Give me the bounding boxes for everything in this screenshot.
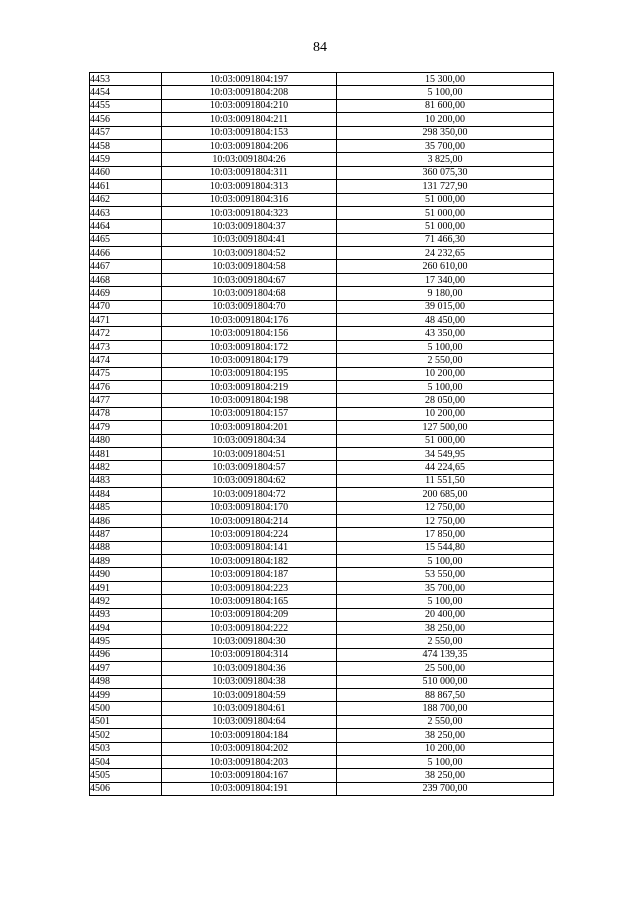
row-number-cell: 4474 [90, 354, 162, 367]
row-number-cell: 4482 [90, 461, 162, 474]
row-number-cell: 4472 [90, 327, 162, 340]
table-row [90, 501, 554, 514]
value-cell: 35 700,00 [337, 581, 554, 594]
table-row [90, 113, 554, 126]
row-number-cell: 4475 [90, 367, 162, 380]
table-row [90, 622, 554, 635]
value-cell: 5 100,00 [337, 340, 554, 353]
table-row [90, 568, 554, 581]
value-cell: 510 000,00 [337, 675, 554, 688]
row-number-cell: 4505 [90, 769, 162, 782]
value-cell: 15 300,00 [337, 73, 554, 86]
table-row [90, 769, 554, 782]
row-number-cell: 4471 [90, 314, 162, 327]
cadastral-number-cell: 10:03:0091804:67 [162, 273, 337, 286]
table-row [90, 300, 554, 313]
value-cell: 5 100,00 [337, 595, 554, 608]
value-cell: 28 050,00 [337, 394, 554, 407]
value-cell: 34 549,95 [337, 447, 554, 460]
table-row [90, 434, 554, 447]
table-row [90, 340, 554, 353]
cadastral-number-cell: 10:03:0091804:187 [162, 568, 337, 581]
table-row [90, 367, 554, 380]
cadastral-number-cell: 10:03:0091804:62 [162, 474, 337, 487]
cadastral-number-cell: 10:03:0091804:57 [162, 461, 337, 474]
value-cell: 360 075,30 [337, 166, 554, 179]
value-cell: 53 550,00 [337, 568, 554, 581]
cadastral-number-cell: 10:03:0091804:202 [162, 742, 337, 755]
cadastral-number-cell: 10:03:0091804:313 [162, 180, 337, 193]
table-row [90, 488, 554, 501]
row-number-cell: 4469 [90, 287, 162, 300]
row-number-cell: 4484 [90, 488, 162, 501]
value-cell: 17 340,00 [337, 273, 554, 286]
table-row [90, 287, 554, 300]
row-number-cell: 4489 [90, 555, 162, 568]
table-row [90, 421, 554, 434]
row-number-cell: 4456 [90, 113, 162, 126]
cadastral-number-cell: 10:03:0091804:191 [162, 782, 337, 795]
registry-table-body [90, 73, 554, 796]
cadastral-number-cell: 10:03:0091804:64 [162, 715, 337, 728]
table-row [90, 273, 554, 286]
cadastral-number-cell: 10:03:0091804:214 [162, 514, 337, 527]
row-number-cell: 4458 [90, 139, 162, 152]
value-cell: 48 450,00 [337, 314, 554, 327]
value-cell: 260 610,00 [337, 260, 554, 273]
cadastral-number-cell: 10:03:0091804:41 [162, 233, 337, 246]
cadastral-number-cell: 10:03:0091804:72 [162, 488, 337, 501]
table-row [90, 99, 554, 112]
cadastral-number-cell: 10:03:0091804:184 [162, 729, 337, 742]
cadastral-number-cell: 10:03:0091804:219 [162, 380, 337, 393]
value-cell: 38 250,00 [337, 769, 554, 782]
value-cell: 51 000,00 [337, 220, 554, 233]
row-number-cell: 4453 [90, 73, 162, 86]
row-number-cell: 4504 [90, 755, 162, 768]
value-cell: 200 685,00 [337, 488, 554, 501]
cadastral-number-cell: 10:03:0091804:323 [162, 206, 337, 219]
row-number-cell: 4455 [90, 99, 162, 112]
value-cell: 17 850,00 [337, 528, 554, 541]
table-row [90, 139, 554, 152]
table-row [90, 206, 554, 219]
table-row [90, 635, 554, 648]
row-number-cell: 4492 [90, 595, 162, 608]
row-number-cell: 4457 [90, 126, 162, 139]
cadastral-number-cell: 10:03:0091804:210 [162, 99, 337, 112]
value-cell: 5 100,00 [337, 380, 554, 393]
table-row [90, 166, 554, 179]
row-number-cell: 4468 [90, 273, 162, 286]
row-number-cell: 4486 [90, 514, 162, 527]
row-number-cell: 4465 [90, 233, 162, 246]
cadastral-number-cell: 10:03:0091804:206 [162, 139, 337, 152]
cadastral-number-cell: 10:03:0091804:172 [162, 340, 337, 353]
value-cell: 35 700,00 [337, 139, 554, 152]
table-row [90, 394, 554, 407]
cadastral-number-cell: 10:03:0091804:167 [162, 769, 337, 782]
row-number-cell: 4483 [90, 474, 162, 487]
value-cell: 44 224,65 [337, 461, 554, 474]
table-row [90, 555, 554, 568]
cadastral-number-cell: 10:03:0091804:211 [162, 113, 337, 126]
cadastral-number-cell: 10:03:0091804:203 [162, 755, 337, 768]
table-row [90, 702, 554, 715]
value-cell: 10 200,00 [337, 742, 554, 755]
value-cell: 88 867,50 [337, 688, 554, 701]
cadastral-number-cell: 10:03:0091804:51 [162, 447, 337, 460]
table-row [90, 220, 554, 233]
row-number-cell: 4503 [90, 742, 162, 755]
table-row [90, 755, 554, 768]
table-row [90, 608, 554, 621]
value-cell: 298 350,00 [337, 126, 554, 139]
table-row [90, 474, 554, 487]
cadastral-number-cell: 10:03:0091804:182 [162, 555, 337, 568]
value-cell: 474 139,35 [337, 648, 554, 661]
row-number-cell: 4454 [90, 86, 162, 99]
row-number-cell: 4490 [90, 568, 162, 581]
cadastral-number-cell: 10:03:0091804:52 [162, 247, 337, 260]
page-number: 84 [313, 40, 327, 55]
row-number-cell: 4487 [90, 528, 162, 541]
cadastral-number-cell: 10:03:0091804:61 [162, 702, 337, 715]
value-cell: 71 466,30 [337, 233, 554, 246]
table-row [90, 314, 554, 327]
value-cell: 81 600,00 [337, 99, 554, 112]
table-row [90, 461, 554, 474]
value-cell: 2 550,00 [337, 635, 554, 648]
registry-table [89, 72, 554, 796]
row-number-cell: 4488 [90, 541, 162, 554]
value-cell: 25 500,00 [337, 662, 554, 675]
cadastral-number-cell: 10:03:0091804:68 [162, 287, 337, 300]
cadastral-number-cell: 10:03:0091804:34 [162, 434, 337, 447]
cadastral-number-cell: 10:03:0091804:26 [162, 153, 337, 166]
table-row [90, 153, 554, 166]
row-number-cell: 4479 [90, 421, 162, 434]
cadastral-number-cell: 10:03:0091804:170 [162, 501, 337, 514]
table-row [90, 233, 554, 246]
cadastral-number-cell: 10:03:0091804:195 [162, 367, 337, 380]
value-cell: 12 750,00 [337, 514, 554, 527]
row-number-cell: 4462 [90, 193, 162, 206]
cadastral-number-cell: 10:03:0091804:165 [162, 595, 337, 608]
row-number-cell: 4477 [90, 394, 162, 407]
row-number-cell: 4506 [90, 782, 162, 795]
cadastral-number-cell: 10:03:0091804:36 [162, 662, 337, 675]
table-row [90, 73, 554, 86]
value-cell: 20 400,00 [337, 608, 554, 621]
row-number-cell: 4494 [90, 622, 162, 635]
row-number-cell: 4499 [90, 688, 162, 701]
value-cell: 239 700,00 [337, 782, 554, 795]
row-number-cell: 4460 [90, 166, 162, 179]
row-number-cell: 4473 [90, 340, 162, 353]
table-row [90, 447, 554, 460]
cadastral-number-cell: 10:03:0091804:141 [162, 541, 337, 554]
table-row [90, 327, 554, 340]
table-row [90, 193, 554, 206]
cadastral-number-cell: 10:03:0091804:311 [162, 166, 337, 179]
value-cell: 5 100,00 [337, 86, 554, 99]
table-row [90, 742, 554, 755]
cadastral-number-cell: 10:03:0091804:153 [162, 126, 337, 139]
value-cell: 43 350,00 [337, 327, 554, 340]
table-row [90, 581, 554, 594]
value-cell: 5 100,00 [337, 755, 554, 768]
row-number-cell: 4498 [90, 675, 162, 688]
table-row [90, 675, 554, 688]
row-number-cell: 4470 [90, 300, 162, 313]
row-number-cell: 4485 [90, 501, 162, 514]
cadastral-number-cell: 10:03:0091804:157 [162, 407, 337, 420]
cadastral-number-cell: 10:03:0091804:209 [162, 608, 337, 621]
row-number-cell: 4466 [90, 247, 162, 260]
table-row [90, 782, 554, 795]
cadastral-number-cell: 10:03:0091804:59 [162, 688, 337, 701]
value-cell: 51 000,00 [337, 193, 554, 206]
row-number-cell: 4497 [90, 662, 162, 675]
row-number-cell: 4478 [90, 407, 162, 420]
value-cell: 10 200,00 [337, 407, 554, 420]
value-cell: 38 250,00 [337, 729, 554, 742]
value-cell: 39 015,00 [337, 300, 554, 313]
value-cell: 38 250,00 [337, 622, 554, 635]
cadastral-number-cell: 10:03:0091804:197 [162, 73, 337, 86]
table-row [90, 126, 554, 139]
row-number-cell: 4481 [90, 447, 162, 460]
cadastral-number-cell: 10:03:0091804:198 [162, 394, 337, 407]
value-cell: 11 551,50 [337, 474, 554, 487]
row-number-cell: 4501 [90, 715, 162, 728]
table-row [90, 528, 554, 541]
value-cell: 2 550,00 [337, 354, 554, 367]
cadastral-number-cell: 10:03:0091804:179 [162, 354, 337, 367]
value-cell: 5 100,00 [337, 555, 554, 568]
cadastral-number-cell: 10:03:0091804:38 [162, 675, 337, 688]
table-row [90, 595, 554, 608]
cadastral-number-cell: 10:03:0091804:208 [162, 86, 337, 99]
cadastral-number-cell: 10:03:0091804:37 [162, 220, 337, 233]
value-cell: 12 750,00 [337, 501, 554, 514]
table-row [90, 648, 554, 661]
row-number-cell: 4476 [90, 380, 162, 393]
value-cell: 10 200,00 [337, 367, 554, 380]
value-cell: 10 200,00 [337, 113, 554, 126]
row-number-cell: 4461 [90, 180, 162, 193]
row-number-cell: 4495 [90, 635, 162, 648]
cadastral-number-cell: 10:03:0091804:222 [162, 622, 337, 635]
value-cell: 24 232,65 [337, 247, 554, 260]
cadastral-number-cell: 10:03:0091804:224 [162, 528, 337, 541]
table-row [90, 541, 554, 554]
value-cell: 15 544,80 [337, 541, 554, 554]
value-cell: 131 727,90 [337, 180, 554, 193]
cadastral-number-cell: 10:03:0091804:201 [162, 421, 337, 434]
value-cell: 51 000,00 [337, 434, 554, 447]
cadastral-number-cell: 10:03:0091804:223 [162, 581, 337, 594]
cadastral-number-cell: 10:03:0091804:30 [162, 635, 337, 648]
row-number-cell: 4496 [90, 648, 162, 661]
table-row [90, 86, 554, 99]
cadastral-number-cell: 10:03:0091804:316 [162, 193, 337, 206]
row-number-cell: 4502 [90, 729, 162, 742]
value-cell: 188 700,00 [337, 702, 554, 715]
table-row [90, 688, 554, 701]
row-number-cell: 4464 [90, 220, 162, 233]
row-number-cell: 4493 [90, 608, 162, 621]
cadastral-number-cell: 10:03:0091804:314 [162, 648, 337, 661]
cadastral-number-cell: 10:03:0091804:156 [162, 327, 337, 340]
cadastral-number-cell: 10:03:0091804:58 [162, 260, 337, 273]
table-row [90, 180, 554, 193]
table-row [90, 247, 554, 260]
table-row [90, 729, 554, 742]
row-number-cell: 4500 [90, 702, 162, 715]
value-cell: 51 000,00 [337, 206, 554, 219]
table-row [90, 662, 554, 675]
value-cell: 127 500,00 [337, 421, 554, 434]
row-number-cell: 4491 [90, 581, 162, 594]
value-cell: 9 180,00 [337, 287, 554, 300]
row-number-cell: 4467 [90, 260, 162, 273]
table-row [90, 354, 554, 367]
row-number-cell: 4459 [90, 153, 162, 166]
row-number-cell: 4480 [90, 434, 162, 447]
value-cell: 2 550,00 [337, 715, 554, 728]
row-number-cell: 4463 [90, 206, 162, 219]
cadastral-number-cell: 10:03:0091804:70 [162, 300, 337, 313]
cadastral-number-cell: 10:03:0091804:176 [162, 314, 337, 327]
table-row [90, 514, 554, 527]
table-row [90, 715, 554, 728]
value-cell: 3 825,00 [337, 153, 554, 166]
table-row [90, 407, 554, 420]
table-row [90, 260, 554, 273]
table-row [90, 380, 554, 393]
